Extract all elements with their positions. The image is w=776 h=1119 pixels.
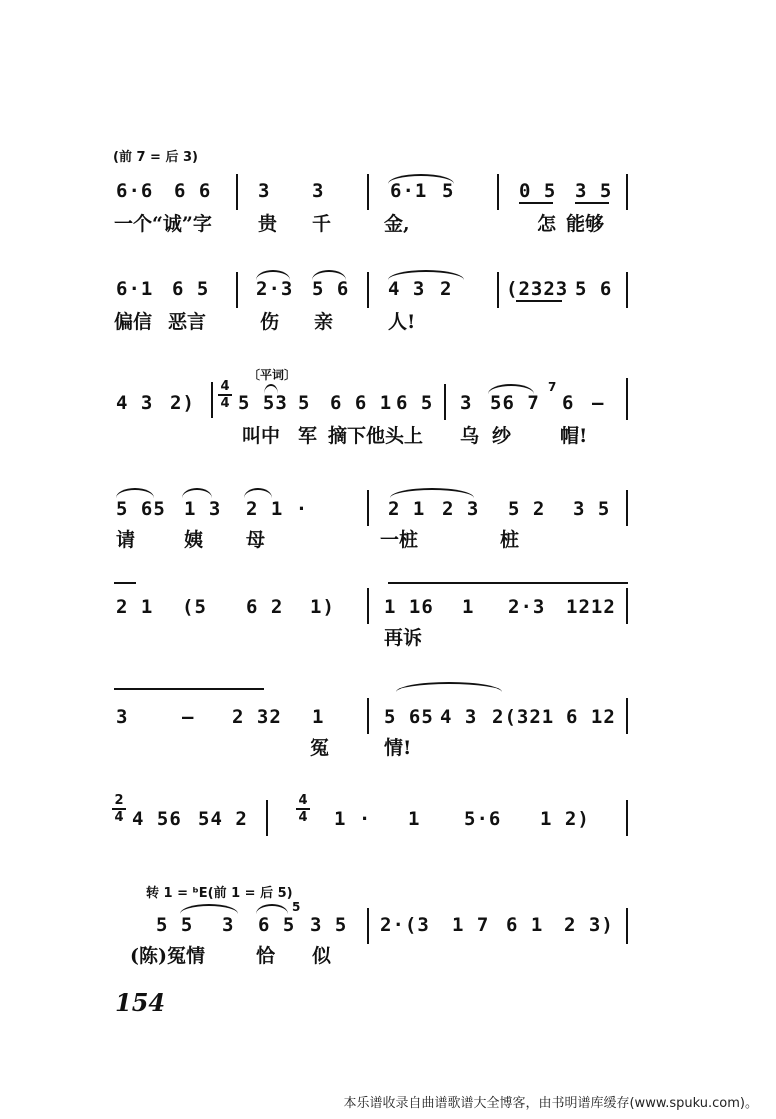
- note: 2 1 ·: [246, 498, 309, 520]
- note: 4 3: [116, 392, 154, 414]
- note: 3 5: [575, 180, 613, 202]
- note: 6·6: [116, 180, 154, 202]
- lyric: 摘下他头上: [328, 425, 424, 447]
- note: 3 5: [573, 498, 611, 520]
- note: 5·6: [464, 808, 502, 830]
- barline: [236, 174, 238, 210]
- note: 2 32: [232, 706, 282, 728]
- note: 6 6: [174, 180, 212, 202]
- lyric: 请: [116, 529, 136, 551]
- note: 2 1: [116, 596, 154, 618]
- lyric: 恰: [256, 945, 276, 967]
- barline: [497, 174, 499, 210]
- barline: [626, 800, 628, 836]
- lyric: 一桩: [380, 529, 419, 551]
- lyric: 纱: [492, 425, 512, 447]
- note: 1): [310, 596, 335, 618]
- note: 4 3: [388, 278, 426, 300]
- note: 2·(3: [380, 914, 430, 936]
- note: 1: [408, 808, 421, 830]
- lyric: 贵: [258, 213, 278, 235]
- note: 0 5: [519, 180, 557, 202]
- note: 6·1: [116, 278, 154, 300]
- lyric: 偏信: [114, 311, 153, 333]
- note: 1: [312, 706, 325, 728]
- note: 2 3): [564, 914, 614, 936]
- note: 3 5: [310, 914, 348, 936]
- note: 6 12: [566, 706, 616, 728]
- barline: [367, 272, 369, 308]
- note: 3: [460, 392, 473, 414]
- lyric: 再诉: [384, 627, 423, 649]
- lyric: 乌: [460, 425, 480, 447]
- barline: [367, 698, 369, 734]
- note: 5 65: [384, 706, 434, 728]
- grace-note: 7: [548, 380, 557, 394]
- note: 56 7: [490, 392, 540, 414]
- section-annotation: 〔平词〕: [248, 368, 297, 382]
- grace-note: 5: [292, 900, 301, 914]
- modulation-mark: 转 1 = ᵇE(前 1 = 后 5): [146, 886, 293, 901]
- note: 5 2: [508, 498, 546, 520]
- barline: [626, 272, 628, 308]
- time-signature: 4 4: [296, 794, 310, 824]
- note: —: [592, 392, 605, 414]
- note: —: [182, 706, 195, 728]
- lyric: 恶言: [168, 311, 207, 333]
- lyric: 姨: [184, 529, 204, 551]
- barline: [266, 800, 268, 836]
- barline: [367, 490, 369, 526]
- page-number: 154: [115, 988, 166, 1017]
- lyric: 金,: [384, 213, 410, 235]
- underline: [519, 202, 553, 204]
- note: 6·1: [390, 180, 428, 202]
- note: 6 5: [172, 278, 210, 300]
- lyric: (陈)冤情: [130, 945, 205, 967]
- slur: [396, 682, 502, 692]
- slur: [182, 488, 212, 498]
- note: 5: [442, 180, 455, 202]
- note: 3: [222, 914, 235, 936]
- barline: [497, 272, 499, 308]
- tie-line: [388, 582, 628, 584]
- barline: [367, 908, 369, 944]
- time-signature: 4 4: [218, 380, 232, 410]
- slur: [180, 904, 238, 914]
- note: 1 2): [540, 808, 590, 830]
- note: 1 7: [452, 914, 490, 936]
- note: 6 2: [246, 596, 284, 618]
- barline: [211, 382, 213, 418]
- note: 2·3: [256, 278, 294, 300]
- tie-line: [114, 582, 136, 584]
- barline: [367, 588, 369, 624]
- note: 2): [170, 392, 195, 414]
- note: 5 5: [156, 914, 194, 936]
- note: 1 ·: [334, 808, 372, 830]
- source-footer: 本乐谱收录自曲谱歌谱大全博客，由书明谱库缓存(www.spuku.com)。: [343, 1096, 758, 1111]
- note: 4 3: [440, 706, 478, 728]
- barline: [626, 490, 628, 526]
- note: 2·3: [508, 596, 546, 618]
- lyric: 军: [298, 425, 318, 447]
- slur: [256, 904, 288, 914]
- note: 5 65: [116, 498, 166, 520]
- lyric: 伤: [260, 311, 280, 333]
- lyric: 一个“诚”字: [114, 213, 212, 235]
- note: 1212: [566, 596, 616, 618]
- slur: [244, 488, 272, 498]
- lyric: 亲: [314, 311, 334, 333]
- note: 6 5: [396, 392, 434, 414]
- lyric: 千: [312, 213, 332, 235]
- note: 6 6 1: [330, 392, 393, 414]
- lyric: 母: [246, 529, 266, 551]
- note: 5 6: [312, 278, 350, 300]
- note: (5: [182, 596, 207, 618]
- note: 1: [462, 596, 475, 618]
- lyric: 人!: [388, 311, 416, 333]
- note: 2 1: [388, 498, 426, 520]
- note: 2(321: [492, 706, 555, 728]
- note: 2: [440, 278, 453, 300]
- barline: [626, 588, 628, 624]
- slur: [390, 488, 474, 498]
- lyric: 帽!: [560, 425, 588, 447]
- lyric: 似: [312, 945, 332, 967]
- note: (2323: [506, 278, 569, 300]
- lyric: 冤: [310, 737, 330, 759]
- note: 6 5: [258, 914, 296, 936]
- barline: [626, 378, 628, 420]
- note: 54 2: [198, 808, 248, 830]
- note: 3: [258, 180, 271, 202]
- barline: [626, 174, 628, 210]
- note: 5 6: [575, 278, 613, 300]
- lyric: 叫中: [242, 425, 281, 447]
- lyric: 情!: [384, 737, 412, 759]
- note: 2 3: [442, 498, 480, 520]
- note: 6: [562, 392, 575, 414]
- note: 1 16: [384, 596, 434, 618]
- underline: [575, 202, 609, 204]
- note: 3: [116, 706, 129, 728]
- note: 3: [312, 180, 325, 202]
- time-signature: 2 4: [112, 794, 126, 824]
- tie-line: [114, 688, 264, 690]
- barline: [626, 698, 628, 734]
- slur: [116, 488, 154, 498]
- key-note: (前 7 = 后 3): [113, 150, 198, 165]
- note: 5: [298, 392, 311, 414]
- note: 6 1: [506, 914, 544, 936]
- note: 4 56: [132, 808, 182, 830]
- lyric: 能够: [566, 213, 605, 235]
- note: 1 3: [184, 498, 222, 520]
- lyric: 怎: [537, 213, 557, 235]
- barline: [367, 174, 369, 210]
- barline: [626, 908, 628, 944]
- lyric: 桩: [500, 529, 520, 551]
- note: 5 53: [238, 392, 288, 414]
- underline: [516, 300, 562, 302]
- barline: [444, 384, 446, 420]
- barline: [236, 272, 238, 308]
